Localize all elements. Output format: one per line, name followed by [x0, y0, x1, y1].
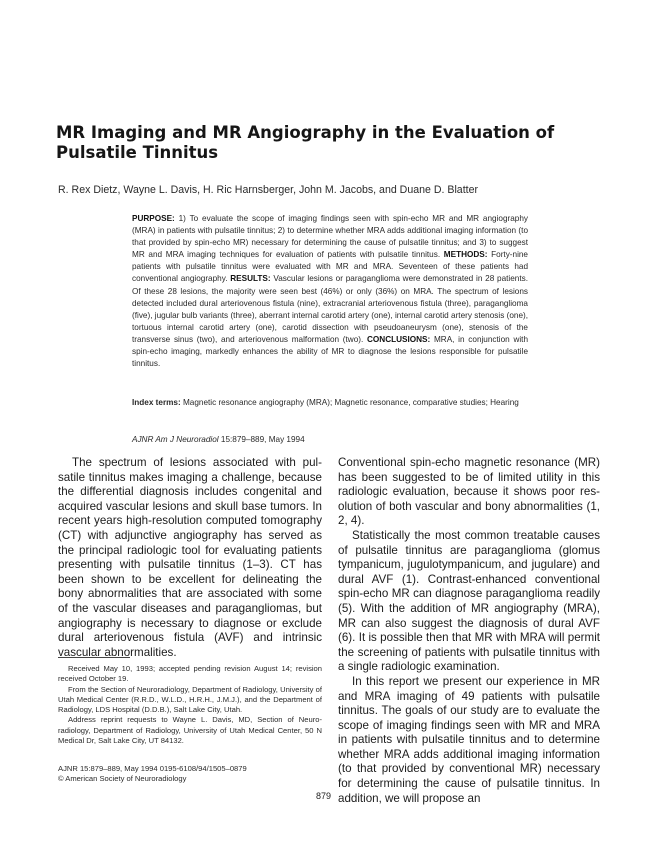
methods-text: Forty-nine patients with pulsatile tinnitus were evaluated with MR and MRA. Seventeen of these patients had conventional angiography.: [132, 250, 528, 284]
body-column-left: [58, 456, 322, 660]
footnote-affiliation: From the Section of Neuroradiology, Department of Radiology, University of Utah Medical Center (R.R.D., W.L.D., H.R.H., J.M.J.), and the Department of Radiology, LDS Hospital (D.D.B.), Salt Lake City, Utah.: [58, 684, 322, 715]
author-list: R. Rex Dietz, Wayne L. Davis, H. Ric Harnsberger, John M. Jacobs, and Duane D. Blatter: [58, 184, 478, 196]
conclusions-text: MRA, in conjunction with spin-echo imaging, markedly enhances the ability of MR to diagnose the lesions responsible for pulsatile tinnitus.: [132, 334, 529, 369]
article-title: MR Imaging and MR Angiography in the Evaluation of Pulsatile Tinnitus: [56, 123, 555, 162]
footnote-reprints: Address reprint requests to Wayne L. Davis, MD, Section of Neuroradiology, Department of Radiology, University of Utah Medical Center, 50 N Medical Dr, Salt Lake City, UT 84132.: [58, 715, 322, 746]
body-paragraph: Statistically the most common treatable causes of pulsatile tinnitus are paraganglioma (glomus tympanicum, jugulotympanicum, and jugulare) and dural AVF (1). Contrast-enhanced conventional spin-echo MR can diagnose paraganglioma readily (5). With the addition of MR angiography (MRA), MR can also suggest the diagnosis of dural AVF (6). It is possible then that MR with MRA will permit the screening of patients with pulsatile tinnitus with a single radiologic examination.: [338, 528, 600, 674]
journal-info: [58, 764, 322, 785]
journal-name: AJNR Am J Neuroradiol: [132, 435, 219, 444]
purpose-text: 1) To evaluate the scope of imaging findings seen with spin-echo MR and MR angiography (MRA) in patients with pulsatile tinnitus; 2) to determine whether MRA adds additional imaging information (to that provided by spin-echo MR) necessary for determining the cause of pulsatile tinnitus; and 3) to suggest MR and MRA imaging techniques for evaluation of patients with pulsatile tinnitus.: [132, 214, 528, 260]
body-column-right: [338, 456, 600, 806]
body-paragraph: The spectrum of lesions associated with pulsatile tinnitus makes imaging a challenge, because the differential diagnosis includes congenital and acquired vascular lesions and skull base tumors. In recent years high-resolution computed tomography (CT) with adjunctive angiography has served as the principal radiologic tool for evaluating patients presenting with pulsatile tinnitus (1–3). CT has been shown to be excellent for delineating the bony abnormalities that are associated with some of the vascular diseases and paragangliomas, but angiography is necessary to diagnose or exclude dural arteriovenous fistula (AVF) and intrinsic vascular abnormalities.: [58, 456, 322, 659]
purpose-label: PURPOSE:: [132, 214, 175, 223]
copyright-line: © American Society of Neuroradiology: [58, 774, 187, 784]
index-terms-text: Magnetic resonance angiography (MRA); Magnetic resonance, comparative studies; Hearing: [180, 398, 519, 407]
journal-line: AJNR 15:879–889, May 1994 0195-6108/94/1505–0879: [58, 764, 247, 773]
footnotes: [58, 664, 322, 746]
body-paragraph: In this report we present our experience in MR and MRA imaging of 49 patients with pulsatile tinnitus. The goals of our study are to evaluate the scope of imaging findings seen with MR and MRA in patients with pulsatile tinnitus and to determine whether MRA adds additional imaging information (to that provided by conventional MR) necessary for determining the cause of pulsatile tinnitus. In addition, we will propose an: [338, 674, 600, 805]
results-text: Vascular lesions or paraganglioma were demonstrated in 28 patients. Of these 28 lesions, the majority were seen best (46%) or only (36%) on MRA. The spectrum of lesions detected included dural arteriovenous fistula (nine), extracranial arteriovenous fistula (three), paraganglioma (five), jugular bulb variants (three), aberrant internal carotid artery (one), internal carotid artery stenosis (one), tortuous internal carotid artery (one), carotid dissection with pseudoaneurysm (one), stenosis of the transverse sinus (two), and arteriovenous malformation (two).: [132, 274, 528, 344]
footnote-received: Received May 10, 1993; accepted pending revision August 14; revision received October 19.: [58, 664, 322, 684]
page-number: 879: [316, 791, 332, 801]
body-paragraph: Conventional spin-echo magnetic resonance (MR) has been suggested to be of limited utility in this radiologic evaluation, because it shows poor resolution of both vascular and bony abnormalities (1, 2, 4).: [338, 456, 600, 528]
abstract: [132, 213, 528, 370]
conclusions-label: CONCLUSIONS:: [367, 334, 431, 344]
citation-line: [132, 435, 305, 444]
index-terms: [132, 397, 528, 409]
index-terms-label: Index terms:: [132, 398, 181, 407]
citation-details: 15:879–889, May 1994: [218, 435, 305, 444]
footnote-divider: [58, 657, 130, 658]
methods-label: METHODS:: [443, 250, 488, 260]
results-label: RESULTS:: [230, 274, 271, 284]
